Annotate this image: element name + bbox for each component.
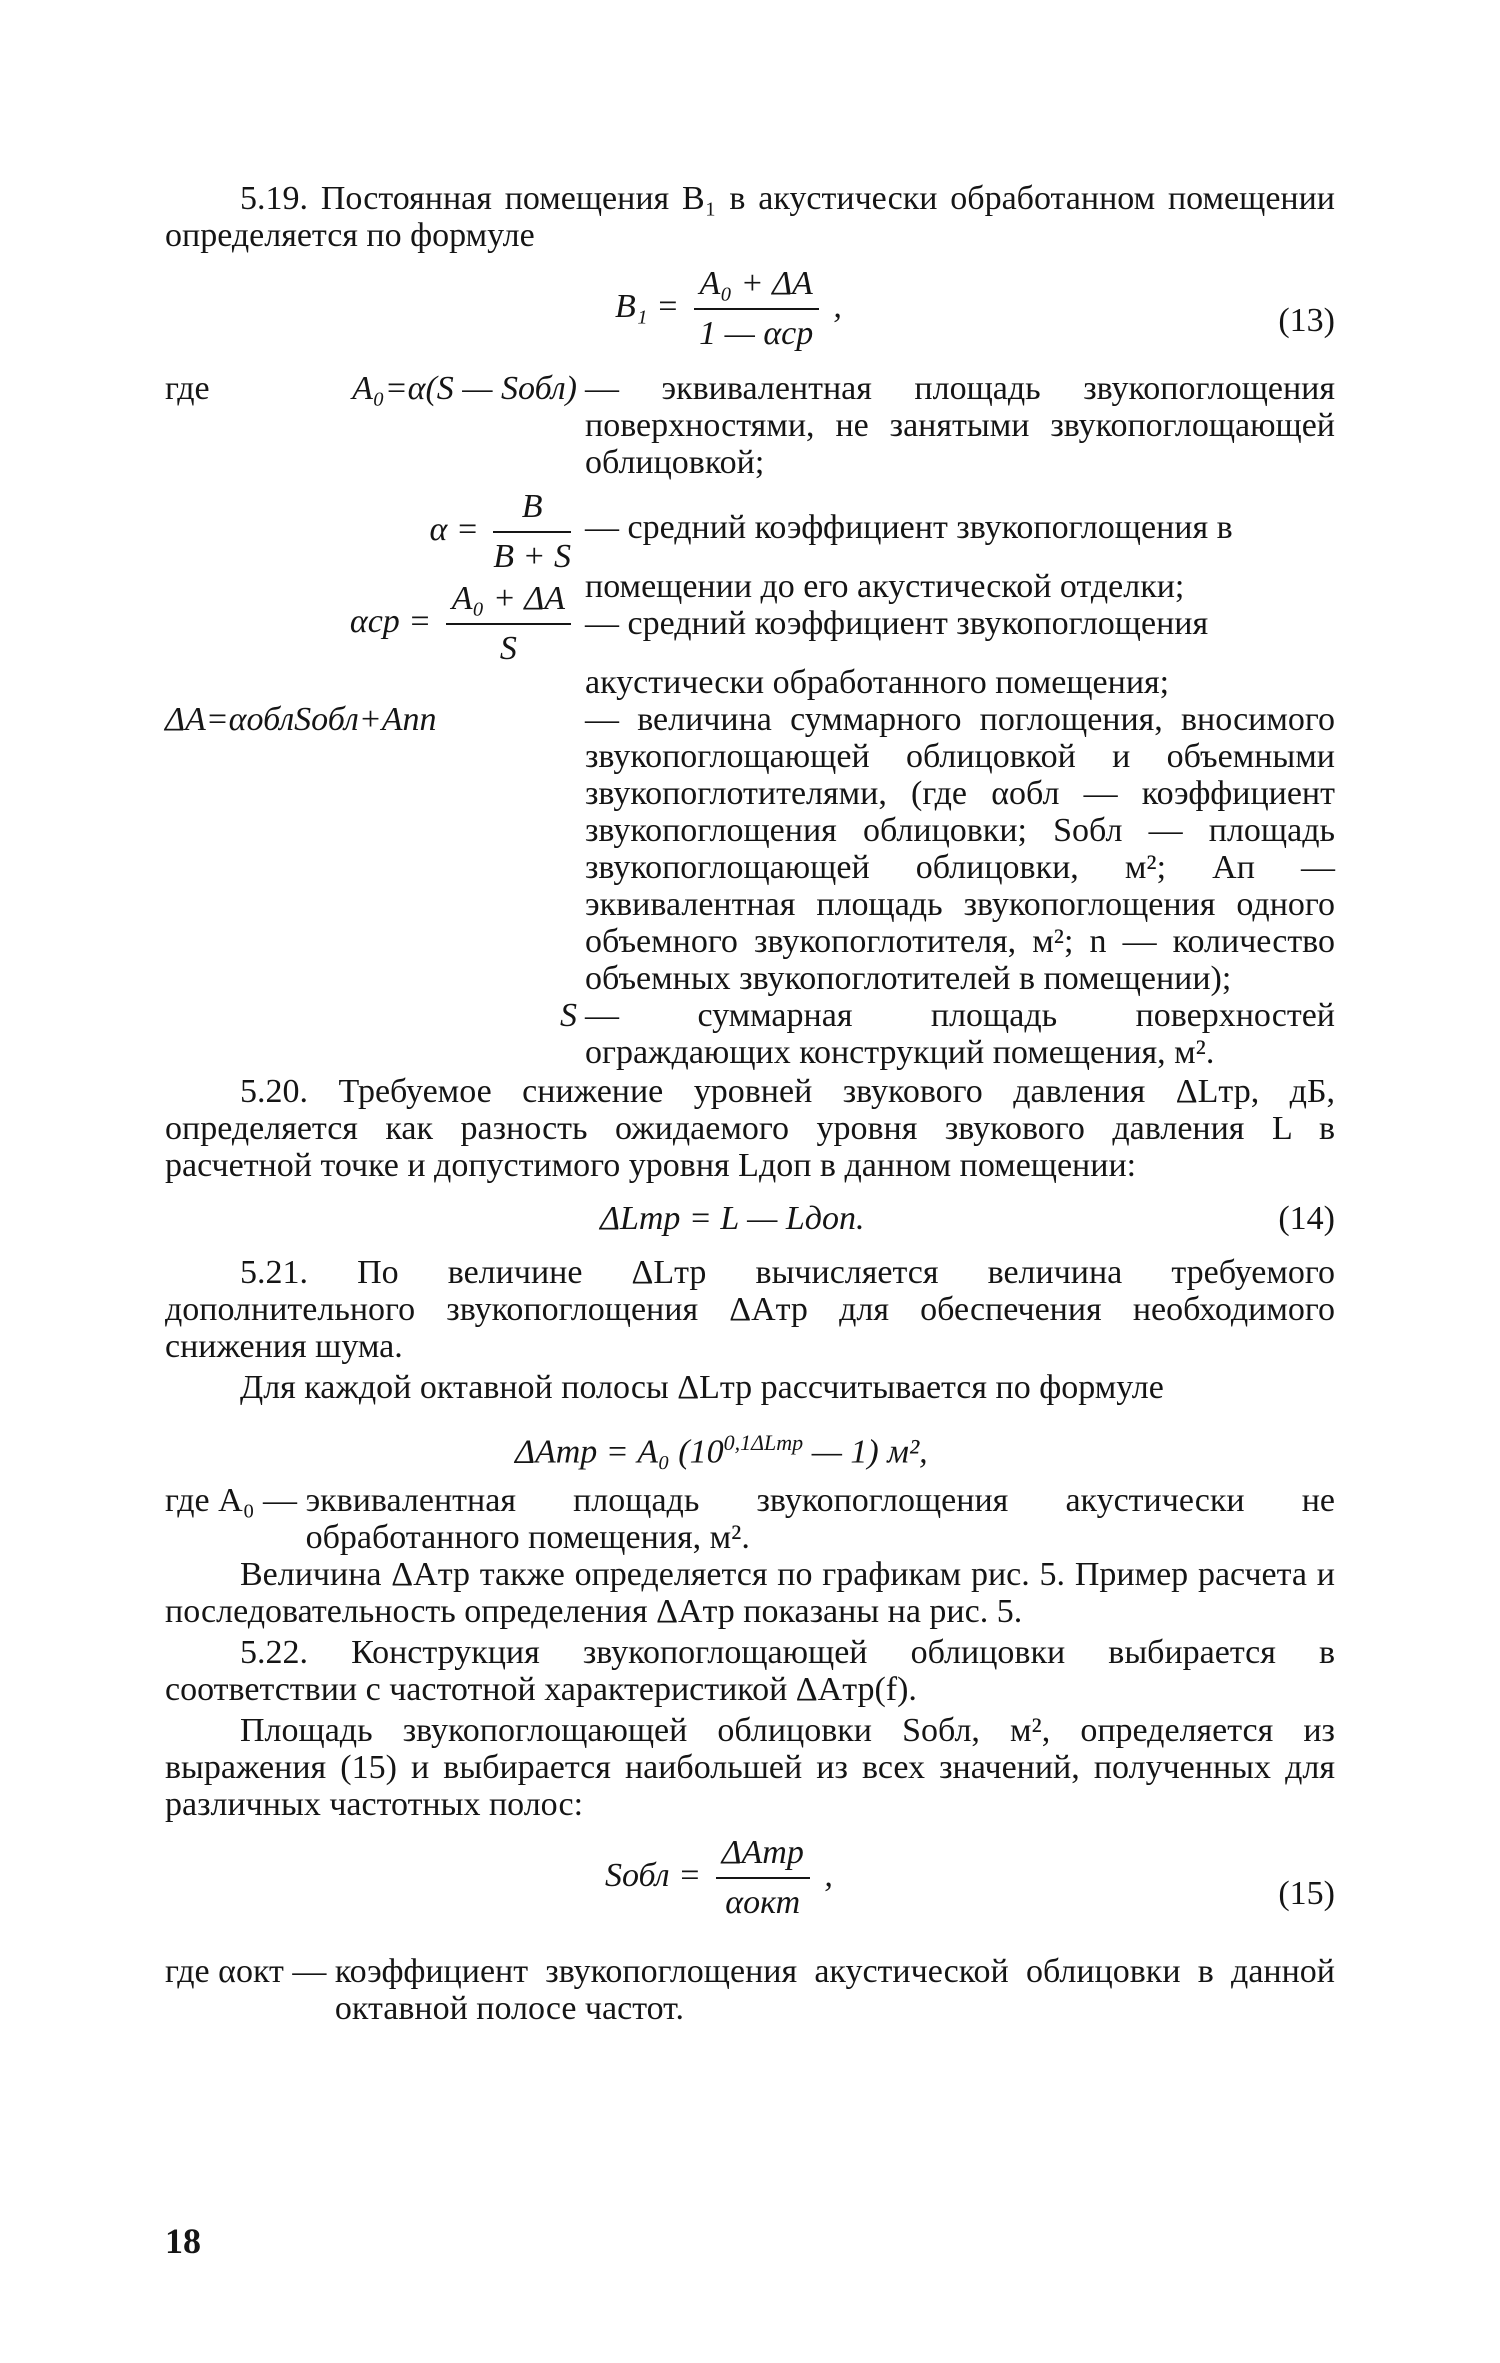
definition-s-text: — суммарная площадь поверхностей ограждающих конструкций помещения, м².	[585, 997, 1335, 1071]
where-aokt-definition	[165, 1953, 1335, 2027]
where-aokt-text: коэффициент звукопоглощения акустической облицовки в данной октавной полосе частот.	[334, 1953, 1335, 2027]
definition-alpha-symbol: α =	[429, 510, 479, 548]
formula-delta-a	[165, 1406, 1335, 1482]
definition-alpha-avg	[165, 579, 1335, 701]
formula-13	[165, 260, 1335, 370]
definition-a0-symbol: A₀=α(S — Sобл)	[352, 370, 577, 407]
formula-15-denominator: αокт	[725, 1884, 801, 1921]
definition-delta-a	[165, 701, 1335, 997]
definition-a0	[165, 370, 1335, 481]
definition-s	[165, 997, 1335, 1071]
definition-a0-text: — эквивалентная площадь звукопоглощения поверхностями, не занятыми звукопоглощающей облицовкой;	[585, 370, 1335, 481]
definition-alpha-fraction	[493, 487, 571, 577]
paragraph-5-22: 5.22. Конструкция звукопоглощающей облицовки выбирается в соответствии с частотной характеристикой ΔAтр(f).	[165, 1634, 1335, 1708]
formula-13-numerator: A₀ + ΔA	[694, 264, 819, 310]
where-a0-lead: где A₀ —	[165, 1482, 306, 1519]
definition-alpha-text-cont: помещении до его акустической отделки;	[585, 568, 1185, 605]
formula-delta-a-rhs: — 1) м²,	[803, 1433, 928, 1471]
formula-delta-a-lhs: ΔAтр = A₀ (10	[515, 1433, 724, 1471]
formula-13-lhs: B₁ =	[615, 287, 680, 325]
formula-15-lhs: Sобл =	[605, 1856, 702, 1894]
formula-13-fraction	[694, 264, 819, 354]
definition-alpha-numerator: B	[493, 487, 571, 533]
where-label: где	[165, 370, 210, 407]
definition-alpha-avg-symbol: αср =	[349, 602, 432, 640]
definition-alpha-text: — средний коэффициент звукопоглощения в	[585, 509, 1233, 546]
where-aokt-lead: где αокт —	[165, 1953, 335, 1990]
formula-15	[165, 1833, 1335, 1953]
formula-15-comma: ,	[824, 1856, 833, 1894]
paragraph-5-21: 5.21. По величине ΔLтр вычисляется величина требуемого дополнительного звукопоглощения ΔAтр для обеспечения необходимого снижения шума.	[165, 1254, 1335, 1365]
paragraph-5-21-b: Для каждой октавной полосы ΔLтр рассчитывается по формуле	[240, 1369, 1164, 1406]
formula-15-numerator: ΔAтр	[716, 1833, 810, 1879]
definition-alpha-avg-denominator: S	[499, 630, 517, 667]
formula-13-denominator: 1 — αср	[699, 315, 814, 352]
where-a0-text: эквивалентная площадь звукопоглощения акустически не обработанного помещения, м².	[305, 1482, 1335, 1556]
formula-13-comma: ,	[833, 287, 842, 325]
formula-15-fraction	[716, 1833, 810, 1923]
paragraph-5-20: 5.20. Требуемое снижение уровней звукового давления ΔLтр, дБ, определяется как разность ожидаемого уровня звукового давления L в расчетной точке и допустимого уровня Lдоп в данном помещении:	[165, 1073, 1335, 1184]
definition-alpha-avg-text-cont: акустически обработанного помещения;	[585, 664, 1170, 701]
formula-delta-a-exponent: 0,1ΔLтр	[723, 1430, 804, 1455]
definition-alpha-avg-fraction	[446, 579, 571, 669]
definition-delta-a-text: — величина суммарного поглощения, вносимого звукопоглощающей облицовкой и объемными звукопоглотителями, (где αобл — коэффициент звукопоглощения облицовки; Sобл — площадь звукопоглощающей облицовки, м²; Aп — эквивалентная площадь звукопоглощения одного объемного звукопоглотителя, м²; n — количество объемных звукопоглотителей в помещении);	[585, 701, 1335, 997]
definitions-block	[165, 370, 1335, 1071]
paragraph-5-22-b: Площадь звукопоглощающей облицовки Sобл, м², определяется из выражения (15) и выбирается наибольшей из всех значений, полученных для различных частотных полос:	[165, 1712, 1335, 1823]
formula-14-expression: ΔLтр = L — Lдоп.	[600, 1200, 865, 1237]
page-body	[165, 180, 1335, 2027]
definition-alpha-denominator: B + S	[493, 538, 571, 575]
definition-s-symbol: S	[560, 997, 577, 1034]
definition-alpha-avg-text: — средний коэффициент звукопоглощения	[585, 605, 1209, 642]
equation-number-15: (15)	[1278, 1875, 1335, 1912]
equation-number-13: (13)	[1278, 302, 1335, 339]
page-number: 18	[165, 2221, 201, 2261]
formula-14	[165, 1184, 1335, 1254]
paragraph-value: Величина ΔAтр также определяется по графикам рис. 5. Пример расчета и последовательность определения ΔAтр показаны на рис. 5.	[165, 1556, 1335, 1630]
equation-number-14: (14)	[1278, 1200, 1335, 1237]
definition-alpha-avg-numerator: A₀ + ΔA	[446, 579, 571, 625]
definition-delta-a-symbol: ΔA=αоблSобл+Aпn	[165, 701, 437, 738]
paragraph-5-19: 5.19. Постоянная помещения B₁ в акустически обработанном помещении определяется по формуле	[165, 180, 1335, 254]
where-a0-definition	[165, 1482, 1335, 1556]
